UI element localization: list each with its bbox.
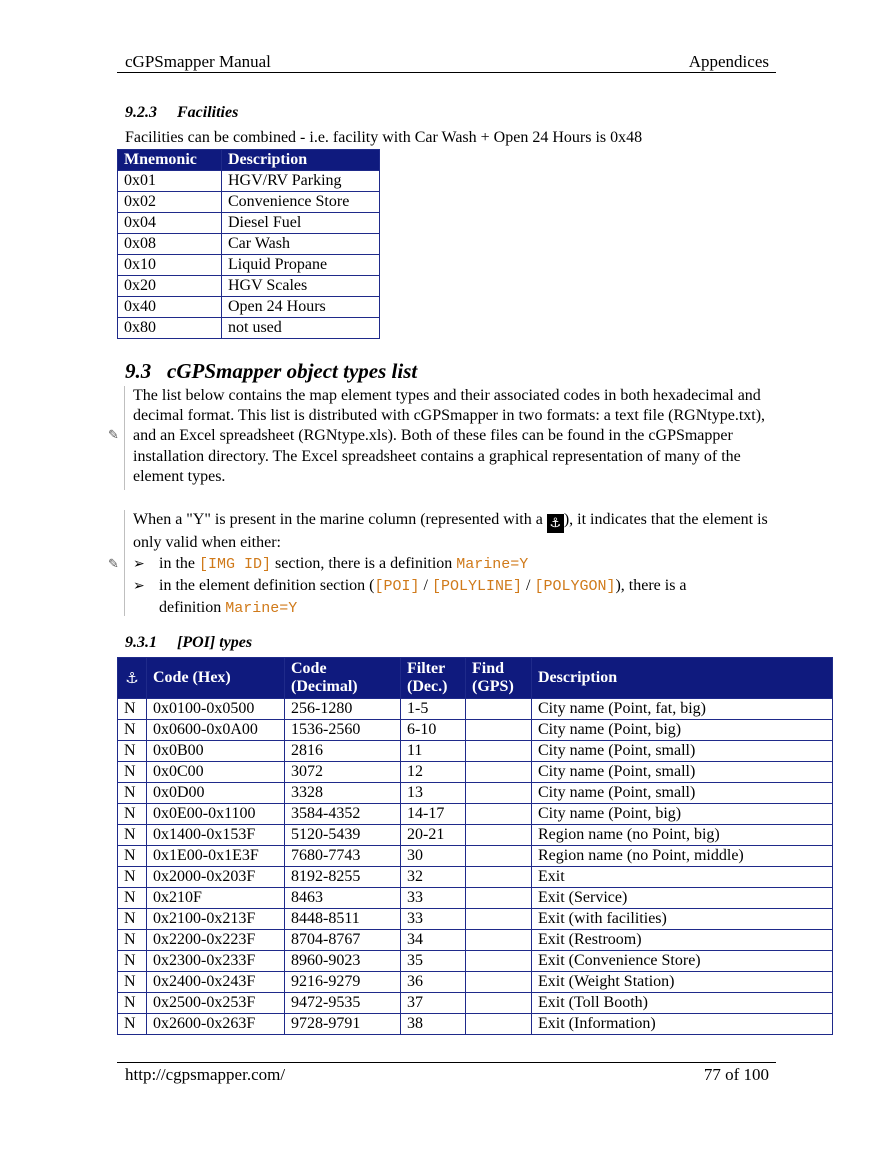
table-cell: 0x04 [118, 213, 222, 234]
page-number: 77 of 100 [703, 1065, 769, 1084]
table-cell: 8463 [285, 888, 401, 909]
table-cell: N [118, 741, 147, 762]
table-row [118, 318, 380, 339]
table-cell: 0x1400-0x153F [147, 825, 285, 846]
table-cell: N [118, 972, 147, 993]
table-cell [466, 783, 532, 804]
table-row [118, 171, 380, 192]
table-cell: 9472-9535 [285, 993, 401, 1014]
code-text: Marine=Y [225, 600, 298, 617]
section-9-3-heading [125, 359, 417, 384]
table-cell: 1536-2560 [285, 720, 401, 741]
header-line: (Decimal) [291, 678, 358, 695]
table-cell: Convenience Store [222, 192, 380, 213]
table-cell [466, 909, 532, 930]
table-cell: Exit (Information) [532, 1014, 833, 1035]
table-row [118, 783, 833, 804]
code-text: [IMG ID] [199, 556, 272, 573]
header-line: Code [291, 660, 327, 677]
table-cell: N [118, 993, 147, 1014]
table-cell: 0x01 [118, 171, 222, 192]
column-header: Code (Hex) [147, 658, 285, 699]
table-cell: 2816 [285, 741, 401, 762]
section-9-2-3-heading [125, 104, 238, 122]
table-row [118, 213, 380, 234]
table-cell: Exit (Weight Station) [532, 972, 833, 993]
table-cell: Exit (Service) [532, 888, 833, 909]
section-9-3-1-heading [125, 634, 252, 652]
header-left: cGPSmapper Manual [125, 52, 271, 71]
table-cell: N [118, 699, 147, 720]
marine-text-b: ), it indicates that the element is only valid when either: [133, 511, 768, 551]
table-cell: 5120-5439 [285, 825, 401, 846]
header-rule [117, 72, 776, 73]
marine-paragraph [133, 510, 783, 553]
table-row [118, 993, 833, 1014]
table-cell: 3328 [285, 783, 401, 804]
section-title: Facilities [177, 104, 239, 121]
table-header-row [118, 658, 833, 699]
table-cell: 12 [401, 762, 466, 783]
table-cell: 8704-8767 [285, 930, 401, 951]
table-cell: City name (Point, small) [532, 741, 833, 762]
table-row [118, 234, 380, 255]
table-row [118, 951, 833, 972]
table-cell [466, 867, 532, 888]
table-cell: Region name (no Point, middle) [532, 846, 833, 867]
bullet-text: ), there is a [615, 577, 687, 594]
table-cell: Car Wash [222, 234, 380, 255]
column-header [285, 658, 401, 699]
table-row [118, 867, 833, 888]
table-cell: 0x40 [118, 297, 222, 318]
table-cell [466, 1014, 532, 1035]
list-item-continuation [133, 597, 783, 619]
table-row [118, 255, 380, 276]
table-cell: City name (Point, small) [532, 783, 833, 804]
table-cell: 34 [401, 930, 466, 951]
table-cell [466, 762, 532, 783]
table-cell: City name (Point, small) [532, 762, 833, 783]
section-title: [POI] types [177, 634, 253, 651]
margin-bar [124, 386, 125, 490]
table-cell: 3072 [285, 762, 401, 783]
table-row [118, 192, 380, 213]
table-row [118, 846, 833, 867]
table-cell: Liquid Propane [222, 255, 380, 276]
table-row [118, 699, 833, 720]
table-cell: 8448-8511 [285, 909, 401, 930]
table-cell [466, 888, 532, 909]
facilities-note: Facilities can be combined - i.e. facility with Car Wash + Open 24 Hours is 0x48 [125, 129, 643, 146]
bullet-text: in the [159, 555, 199, 572]
table-cell: 0x2200-0x223F [147, 930, 285, 951]
table-cell: Exit (Restroom) [532, 930, 833, 951]
table-cell: 0x0600-0x0A00 [147, 720, 285, 741]
table-cell: 256-1280 [285, 699, 401, 720]
header-line: (GPS) [472, 678, 514, 695]
table-cell: N [118, 783, 147, 804]
table-cell: 38 [401, 1014, 466, 1035]
table-cell: N [118, 930, 147, 951]
bullet-text: / [419, 577, 432, 594]
list-item [133, 575, 783, 597]
arrow-bullet-icon: ➢ [133, 578, 145, 594]
table-cell [466, 993, 532, 1014]
table-cell: 35 [401, 951, 466, 972]
table-cell [466, 951, 532, 972]
code-text: Marine=Y [456, 556, 529, 573]
table-cell: 0x0B00 [147, 741, 285, 762]
table-cell [466, 699, 532, 720]
table-cell: not used [222, 318, 380, 339]
table-cell: 0x2300-0x233F [147, 951, 285, 972]
table-cell: 0x0D00 [147, 783, 285, 804]
table-cell: N [118, 720, 147, 741]
bullet-text: section, there is a definition [271, 555, 457, 572]
table-cell: 0x20 [118, 276, 222, 297]
table-cell: 33 [401, 888, 466, 909]
marine-bullets [133, 553, 783, 619]
list-item [133, 553, 783, 575]
column-header: Description [532, 658, 833, 699]
table-cell: 0x02 [118, 192, 222, 213]
code-text: [POI] [374, 578, 420, 595]
table-row [118, 888, 833, 909]
column-header: Mnemonic [118, 150, 222, 171]
table-cell: 0x0E00-0x1100 [147, 804, 285, 825]
table-cell: 9728-9791 [285, 1014, 401, 1035]
table-cell: Exit (Convenience Store) [532, 951, 833, 972]
table-cell: 0x2000-0x203F [147, 867, 285, 888]
table-row [118, 930, 833, 951]
section-number: 9.3 [125, 359, 152, 383]
code-text: [POLYLINE] [431, 578, 522, 595]
table-cell: 0x210F [147, 888, 285, 909]
table-cell: N [118, 1014, 147, 1035]
table-cell: N [118, 804, 147, 825]
table-cell: 0x0C00 [147, 762, 285, 783]
table-cell: 20-21 [401, 825, 466, 846]
table-cell: 14-17 [401, 804, 466, 825]
table-row [118, 276, 380, 297]
table-cell: 0x2600-0x263F [147, 1014, 285, 1035]
table-cell: 0x08 [118, 234, 222, 255]
table-cell: 0x2100-0x213F [147, 909, 285, 930]
section-number: 9.2.3 [125, 104, 157, 121]
table-cell [466, 804, 532, 825]
table-cell [466, 972, 532, 993]
table-row [118, 909, 833, 930]
table-cell: Exit (with facilities) [532, 909, 833, 930]
anchor-icon: ⚓ [547, 514, 564, 533]
table-row [118, 804, 833, 825]
margin-bar [124, 510, 125, 616]
table-cell: 0x1E00-0x1E3F [147, 846, 285, 867]
table-row [118, 825, 833, 846]
header-right: Appendices [688, 52, 769, 71]
table-cell: Exit (Toll Booth) [532, 993, 833, 1014]
table-row [118, 741, 833, 762]
table-cell [466, 825, 532, 846]
anchor-icon: ⚓ [125, 668, 139, 687]
table-cell: 6-10 [401, 720, 466, 741]
header-line: Find [472, 660, 505, 677]
table-header-row [118, 150, 380, 171]
table-cell: 8192-8255 [285, 867, 401, 888]
table-cell: 11 [401, 741, 466, 762]
table-cell [466, 846, 532, 867]
table-cell: 9216-9279 [285, 972, 401, 993]
table-cell: 0x10 [118, 255, 222, 276]
column-header [466, 658, 532, 699]
bullet-text: in the element definition section ( [159, 577, 375, 594]
table-row [118, 972, 833, 993]
pencil-note-icon: ✎ [108, 428, 119, 443]
table-cell: City name (Point, big) [532, 720, 833, 741]
section-number: 9.3.1 [125, 634, 157, 651]
table-cell: City name (Point, big) [532, 804, 833, 825]
arrow-bullet-icon: ➢ [133, 556, 145, 572]
table-row [118, 762, 833, 783]
table-cell: 30 [401, 846, 466, 867]
table-cell: N [118, 762, 147, 783]
column-header: Description [222, 150, 380, 171]
bullet-text: definition [159, 599, 226, 616]
table-cell: 13 [401, 783, 466, 804]
table-cell: N [118, 846, 147, 867]
marine-column-header [118, 658, 147, 699]
table-row [118, 720, 833, 741]
table-cell: City name (Point, fat, big) [532, 699, 833, 720]
footer-rule [117, 1062, 776, 1063]
table-row [118, 297, 380, 318]
table-cell: Exit [532, 867, 833, 888]
facilities-table [117, 149, 380, 339]
table-cell: 0x2500-0x253F [147, 993, 285, 1014]
table-cell: 8960-9023 [285, 951, 401, 972]
table-cell: 0x2400-0x243F [147, 972, 285, 993]
header-line: Filter [407, 660, 446, 677]
table-cell: N [118, 951, 147, 972]
table-cell: Open 24 Hours [222, 297, 380, 318]
table-cell: 36 [401, 972, 466, 993]
table-cell: 1-5 [401, 699, 466, 720]
column-header [401, 658, 466, 699]
table-cell [466, 720, 532, 741]
table-cell: 0x80 [118, 318, 222, 339]
table-cell: 3584-4352 [285, 804, 401, 825]
table-cell: N [118, 888, 147, 909]
pencil-note-icon: ✎ [108, 557, 119, 572]
table-cell: N [118, 867, 147, 888]
table-cell: 32 [401, 867, 466, 888]
table-cell: 0x0100-0x0500 [147, 699, 285, 720]
table-cell: HGV Scales [222, 276, 380, 297]
bullet-text: / [521, 577, 535, 594]
header-line: (Dec.) [407, 678, 448, 695]
table-cell: 33 [401, 909, 466, 930]
intro-paragraph: The list below contains the map element types and their associated codes in both hexadecimal and decimal format. This list is distributed with cGPSmapper in two formats: a text file (RGNtype.txt), and an Excel spreadsheet (RGNtype.xls). Both of these files can be found in the cGPSmapper installation directory. The Excel spreadsheet contains a graphical representation of many of the element types. [133, 387, 766, 485]
table-cell: HGV/RV Parking [222, 171, 380, 192]
section-title: cGPSmapper object types list [167, 359, 418, 383]
marine-text-a: When a "Y" is present in the marine column (represented with a [133, 511, 547, 528]
poi-types-table [117, 657, 833, 1035]
table-cell [466, 930, 532, 951]
table-cell: N [118, 825, 147, 846]
table-cell: 7680-7743 [285, 846, 401, 867]
table-cell [466, 741, 532, 762]
table-cell: Region name (no Point, big) [532, 825, 833, 846]
table-cell: N [118, 909, 147, 930]
table-cell: Diesel Fuel [222, 213, 380, 234]
footer-url: http://cgpsmapper.com/ [125, 1065, 286, 1084]
table-row [118, 1014, 833, 1035]
table-cell: 37 [401, 993, 466, 1014]
code-text: [POLYGON] [534, 578, 616, 595]
